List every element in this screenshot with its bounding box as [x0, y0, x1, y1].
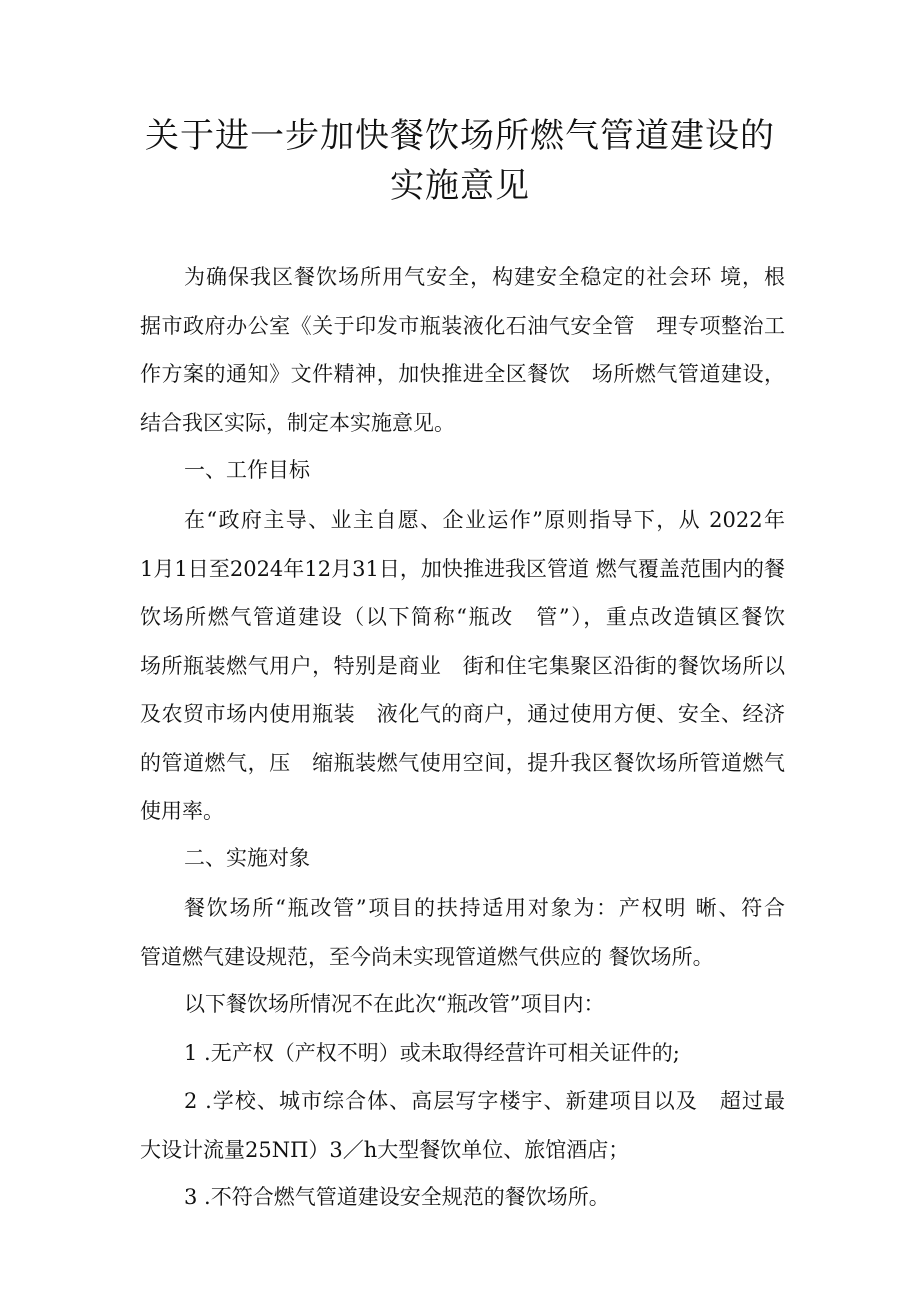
exclusion-item-3: 3 .不符合燃气管道建设安全规范的餐饮场所。 — [184, 1185, 610, 1209]
exclusion-intro: 以下餐饮场所情况不在此次“瓶改管”项目内： — [184, 992, 605, 1016]
document-title-line2: 实施意见 — [390, 166, 530, 206]
paragraph-line: 的管道燃气，压 缩瓶装燃气使用空间，提升我区餐饮场所管道燃气 — [140, 750, 785, 775]
paragraph-line: 在“政府主导、业主自愿、企业运作”原则指导下，从 2022年 — [184, 508, 785, 532]
paragraph-line: 场所瓶装燃气用户，特别是商业 街和住宅集聚区沿街的餐饮场所以 — [140, 653, 785, 678]
paragraph-line: 2 .学校、城市综合体、高层写字楼宇、新建项目以及 超过最 — [184, 1089, 785, 1113]
paragraph-line: 1月1日至2024年12月31日，加快推进我区管道 燃气覆盖范围内的餐 — [140, 556, 785, 581]
paragraph-line: 结合我区实际，制定本实施意见。 — [140, 410, 455, 435]
paragraph-line: 作方案的通知》文件精神，加快推进全区餐饮 场所燃气管道建设， — [140, 362, 785, 386]
goals-paragraph — [140, 496, 785, 836]
paragraph-line: 使用率。 — [140, 799, 224, 823]
section-heading-goals: 一、工作目标 — [184, 458, 310, 482]
targets-paragraph — [140, 884, 785, 981]
paragraph-line: 餐饮场所“瓶改管”项目的扶持适用对象为：产权明 晰、符合 — [184, 896, 785, 920]
document-title-line1: 关于进一步加快餐饮场所燃气管道建设的 — [145, 116, 775, 156]
paragraph-line: 据市政府办公室《关于印发市瓶装液化石油气安全管 理专项整治工 — [140, 313, 785, 338]
section-heading-targets: 二、实施对象 — [184, 846, 310, 870]
paragraph-line: 大设计流量25NΠ）3／h大型餐饮单位、旅馆酒店； — [140, 1137, 630, 1162]
exclusion-item-1: 1 .无产权（产权不明）或未取得经营许可相关证件的; — [184, 1041, 680, 1065]
paragraph-line: 管道燃气建设规范，至今尚未实现管道燃气供应的 餐饮场所。 — [140, 944, 714, 969]
exclusion-item-2 — [140, 1077, 785, 1174]
paragraph-line: 饮场所燃气管道建设（以下简称“瓶改 管”），重点改造镇区餐饮 — [140, 605, 785, 629]
intro-paragraph — [140, 253, 785, 447]
paragraph-line: 为确保我区餐饮场所用气安全，构建安全稳定的社会环 境，根 — [184, 265, 785, 289]
paragraph-line: 及农贸市场内使用瓶装 液化气的商户，通过使用方便、安全、经济 — [140, 702, 785, 726]
